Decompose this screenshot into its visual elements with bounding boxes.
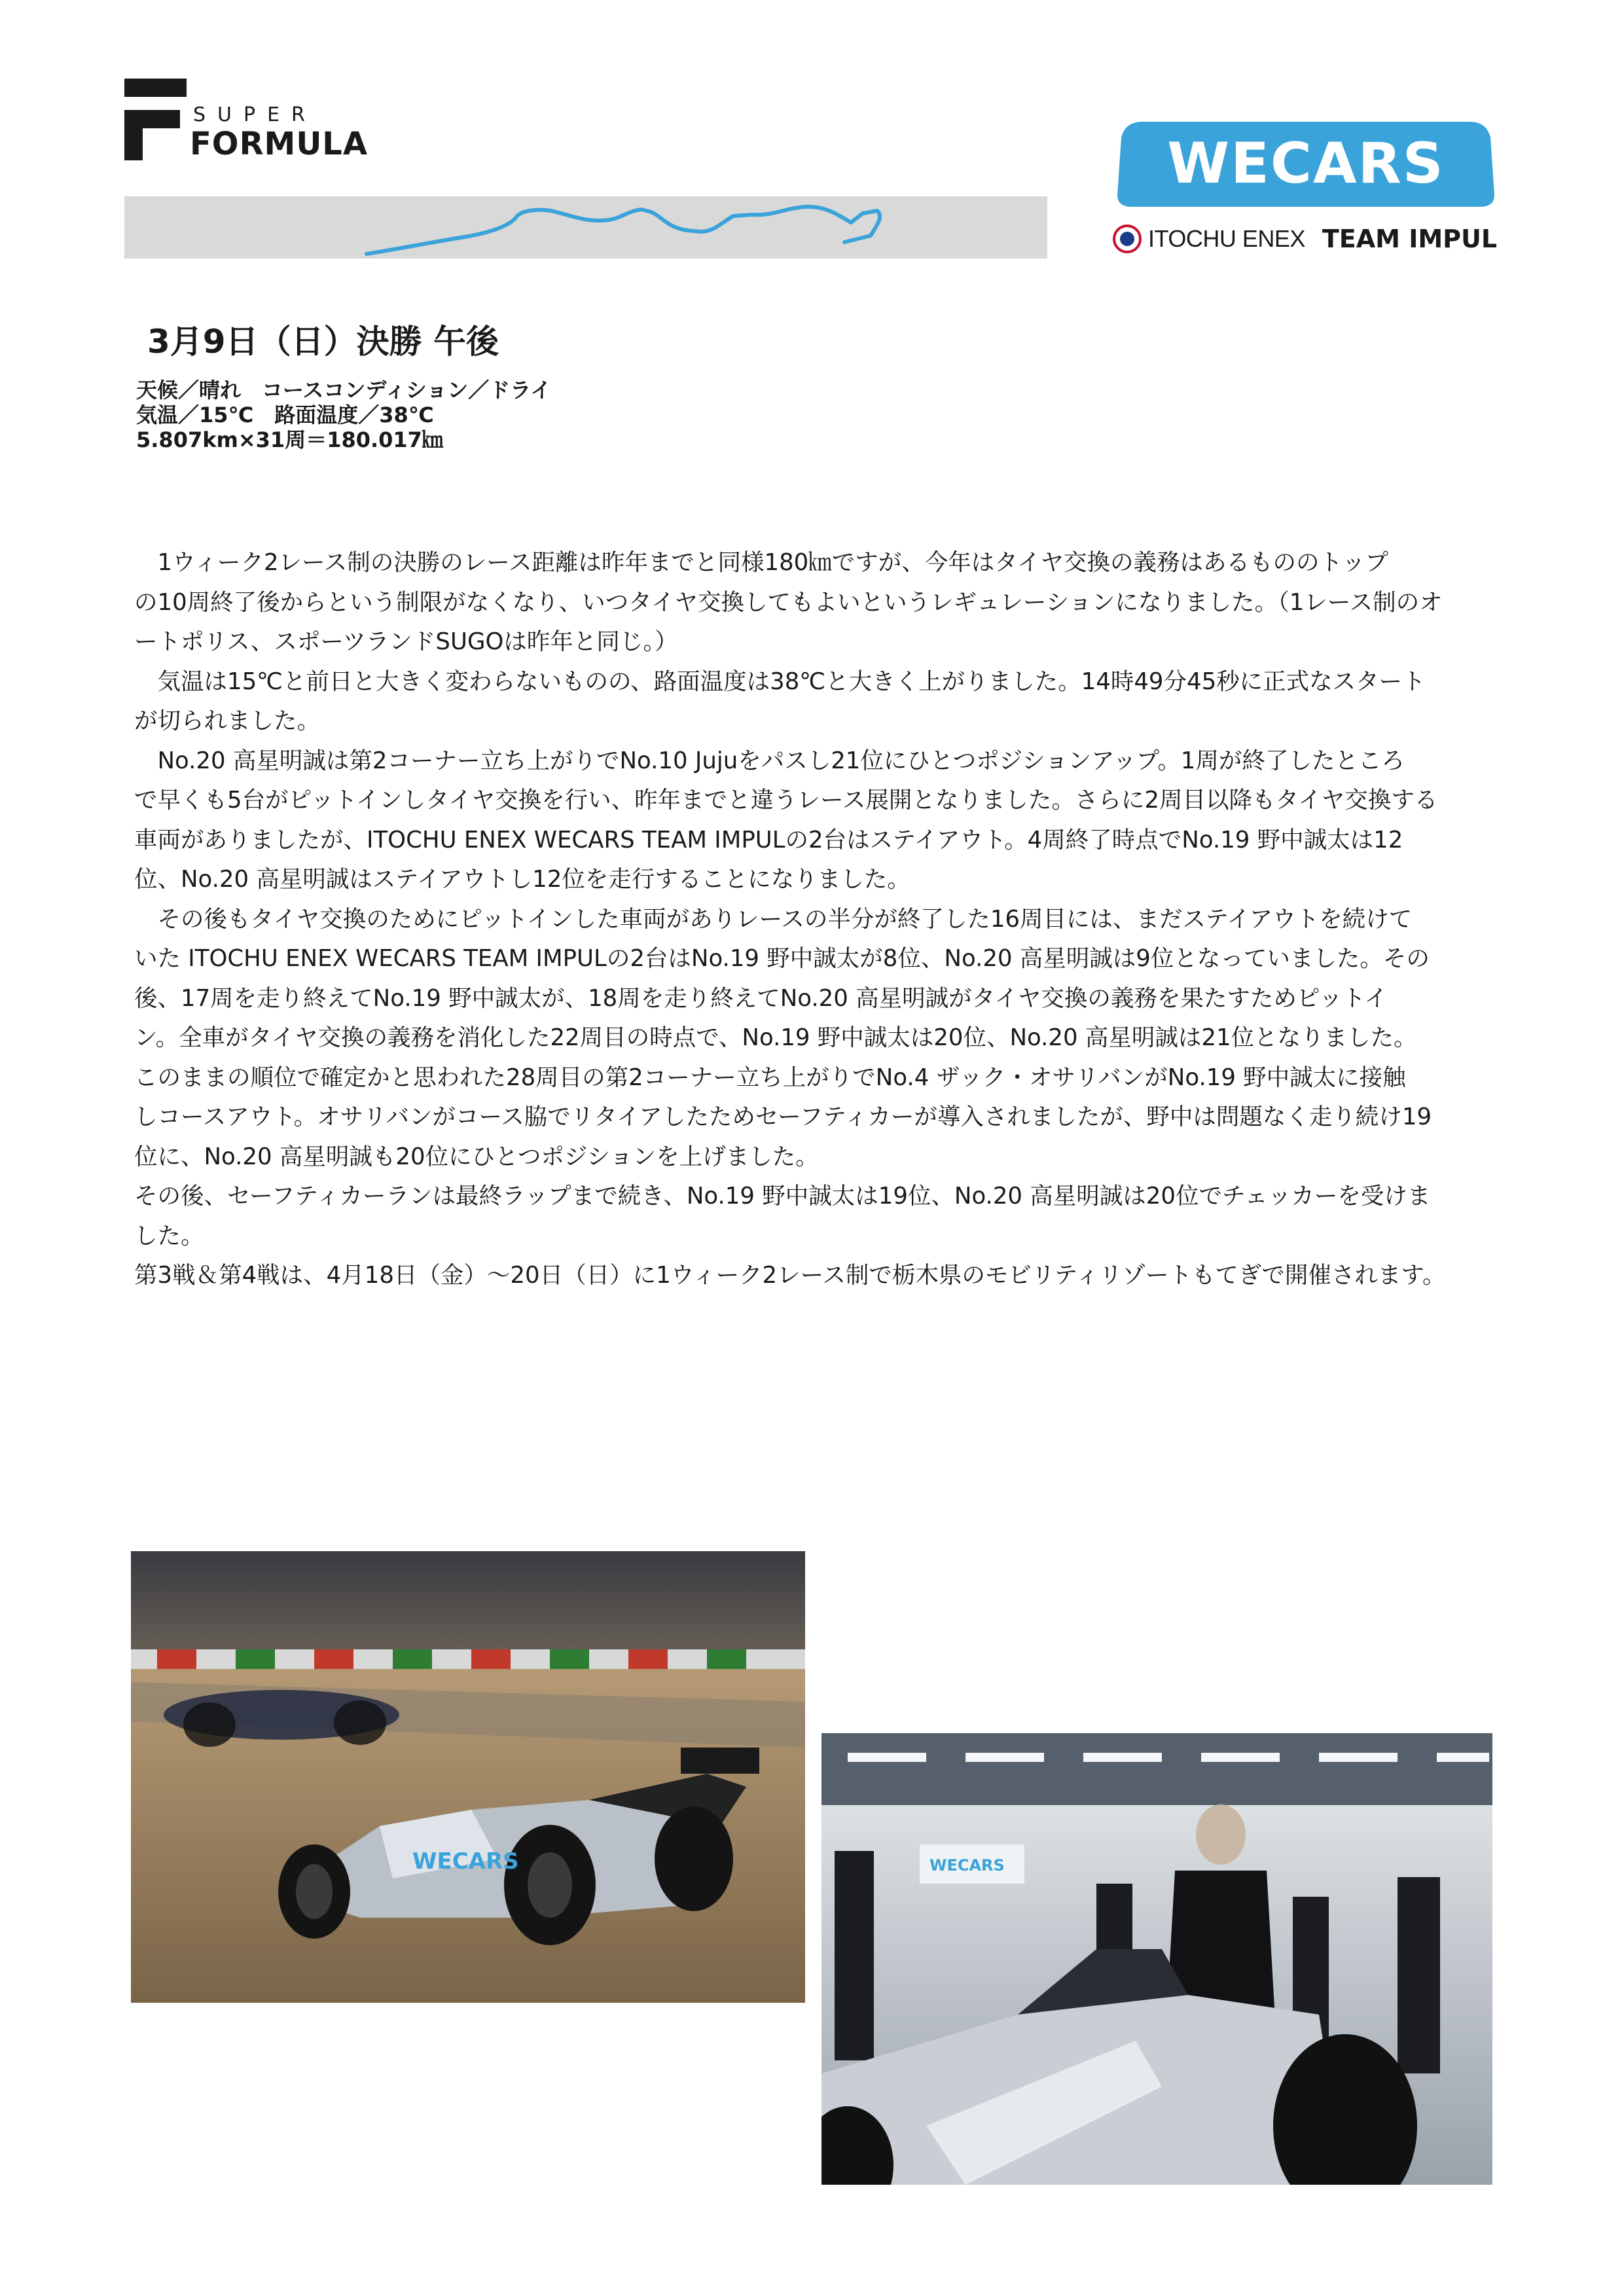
team-name-line	[1113, 219, 1506, 259]
body-line: いた ITOCHU ENEX WECARS TEAM IMPULの2台はNo.19 野中誠太が8位、No.20 高星明誠は9位となっていました。その	[134, 945, 1430, 972]
body-line: 1ウィーク2レース制の決勝のレース距離は昨年までと同様180㎞ですが、今年はタイヤ交換の義務はあるもののトップ	[134, 549, 1388, 576]
pit-banner-text: WECARS	[929, 1856, 1005, 1874]
body-line: ートポリス、スポーツランドSUGOは昨年と同じ。）	[134, 628, 678, 655]
page-title: 3月9日（日）決勝 午後	[147, 323, 499, 361]
body-line: 位に、No.20 高星明誠も20位にひとつポジションを上げました。	[134, 1143, 819, 1170]
conditions-distance-line: 5.807km×31周＝180.017㎞	[136, 427, 443, 452]
body-line: 第3戦＆第4戦は、4月18日（金）～20日（日）に1ウィーク2レース制で栃木県のモビリティリゾートもてぎで開催されます。	[134, 1262, 1446, 1289]
itochu-enex-text: ITOCHU ENEX	[1148, 225, 1305, 252]
body-line: その後もタイヤ交換のためにピットインした車両がありレースの半分が終了した16周目には、まだステイアウトを続けて	[134, 905, 1413, 933]
super-formula-mark-icon	[124, 79, 187, 160]
body-line: の10周終了後からという制限がなくなり、いつタイヤ交換してもよいというレギュレーションになりました。（1レース制のオ	[134, 588, 1443, 616]
race-report-body	[134, 543, 1502, 1296]
logo-formula-text: FORMULA	[190, 126, 369, 162]
body-line: 車両がありましたが、ITOCHU ENEX WECARS TEAM IMPULの2台はステイアウト。4周終了時点でNo.19 野中誠太は12	[134, 826, 1403, 853]
race-conditions	[136, 378, 551, 452]
body-line: が切られました。	[134, 708, 321, 734]
body-line: 位、No.20 高星明誠はステイアウトし12位を走行することになりました。	[134, 866, 911, 893]
wecars-brand-text: WECARS	[1167, 131, 1445, 196]
body-line: ン。全車がタイヤ交換の義務を消化した22周目の時点で、No.19 野中誠太は20位、No.20 高星明誠は21位となりました。	[134, 1024, 1417, 1051]
body-line: で早くも5台がピットインしタイヤ交換を行い、昨年までと違うレース展開となりました。さらに2周目以降もタイヤ交換する	[134, 787, 1438, 814]
car-livery-text: WECARS	[412, 1848, 519, 1874]
body-line: No.20 高星明誠は第2コーナー立ち上がりでNo.10 Jujuをパスし21位にひとつポジションアップ。1周が終了したところ	[134, 747, 1405, 774]
conditions-temperature-line: 気温／15℃ 路面温度／38℃	[136, 403, 434, 427]
logo-super-text: SUPER	[193, 103, 317, 126]
body-line: このままの順位で確定かと思われた28周目の第2コーナー立ち上がりでNo.4 ザック・オサリバンがNo.19 野中誠太に接触	[134, 1064, 1406, 1091]
circuit-outline-icon	[124, 196, 1047, 259]
super-formula-logo	[124, 79, 386, 164]
itochu-enex-logo-icon	[1113, 224, 1142, 253]
body-line: 気温は15℃と前日と大きく変わらないものの、路面温度は38℃と大きく上がりました。14時49分45秒に正式なスタート	[134, 668, 1426, 695]
body-line: その後、セーフティカーランは最終ラップまで続き、No.19 野中誠太は19位、No.20 高星明誠は20位でチェッカーを受けま	[134, 1183, 1431, 1210]
body-line: 後、17周を走り終えてNo.19 野中誠太が、18周を走り終えてNo.20 高星明誠がタイヤ交換の義務を果たすためピットイ	[134, 984, 1388, 1012]
conditions-weather-line: 天候／晴れ コースコンディション／ドライ	[136, 378, 552, 403]
pit-garage-photo	[821, 1733, 1492, 2185]
team-impul-text: TEAM IMPUL	[1322, 224, 1498, 253]
body-line: しコースアウト。オサリバンがコース脇でリタイアしたためセーフティカーが導入されましたが、野中は問題なく走り続け19	[134, 1103, 1432, 1130]
race-car-photo	[131, 1551, 805, 2003]
header-band	[124, 196, 1047, 259]
wecars-logo	[1116, 118, 1496, 209]
body-line: した。	[134, 1222, 204, 1249]
